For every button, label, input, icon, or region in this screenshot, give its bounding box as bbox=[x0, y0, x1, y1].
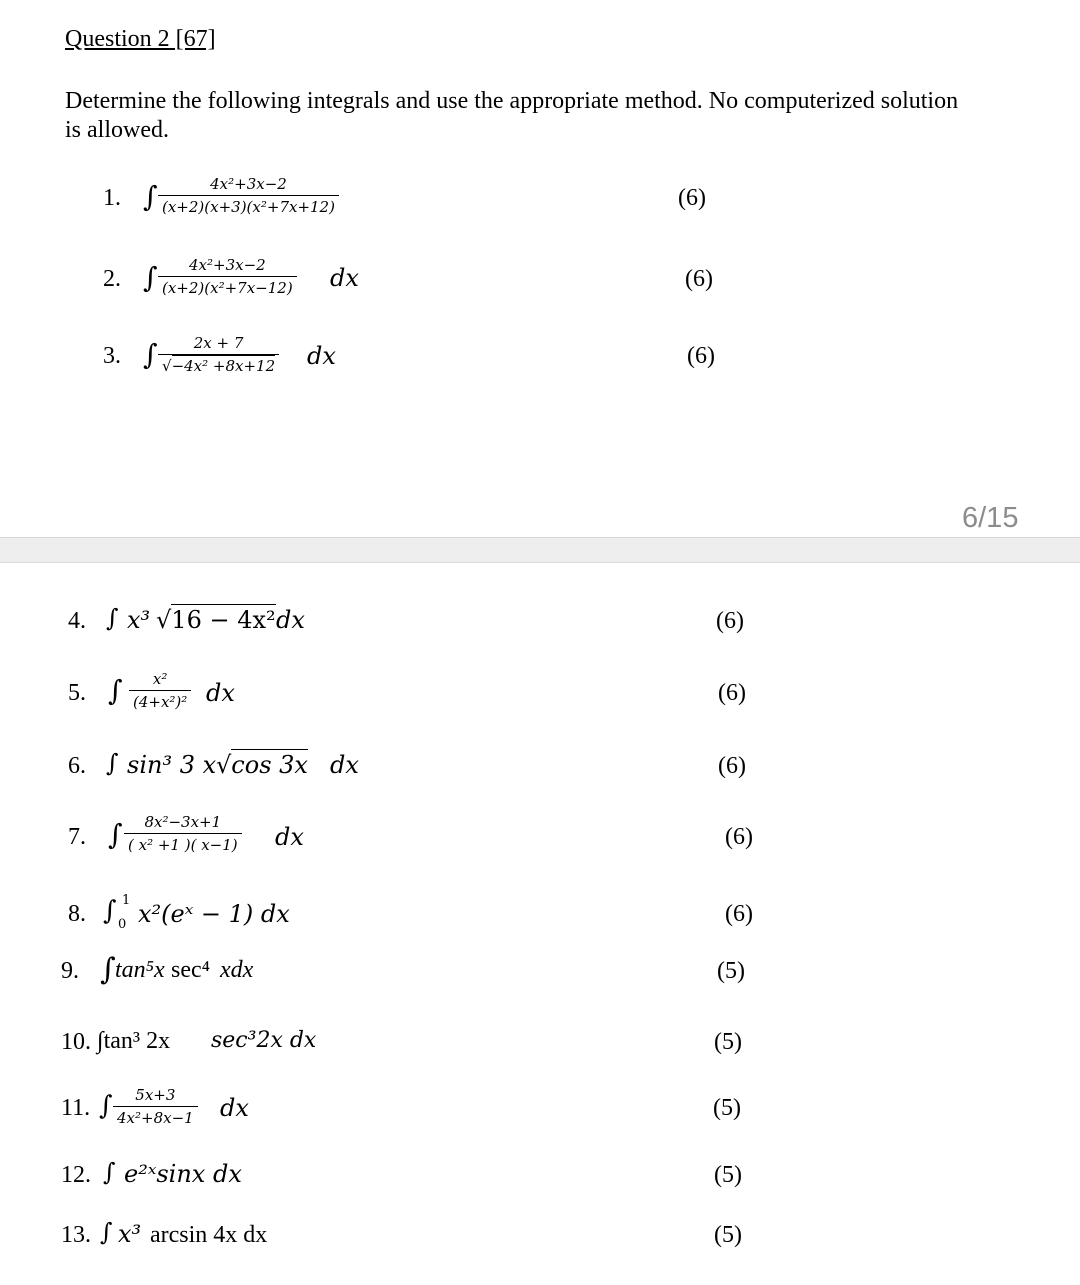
integral-sign: ∫ bbox=[100, 952, 116, 987]
numerator: x² bbox=[152, 670, 168, 688]
item-number: 9. bbox=[61, 958, 79, 984]
integral-sign: ∫ bbox=[100, 1218, 113, 1246]
denominator: 4x²+8x−1 bbox=[113, 1106, 198, 1127]
item-number: 7. bbox=[68, 824, 86, 850]
differential: dx bbox=[307, 342, 336, 370]
fraction bbox=[124, 813, 242, 854]
differential: dx bbox=[276, 606, 305, 634]
integral-sign: ∫ bbox=[103, 896, 117, 926]
numerator: 4x²+3x−2 bbox=[188, 256, 266, 274]
marks: (5) bbox=[714, 1162, 742, 1188]
numerator: 5x+3 bbox=[135, 1086, 176, 1104]
marks: (6) bbox=[678, 185, 706, 211]
integrand-power: x³ bbox=[127, 606, 151, 634]
item-number: 3. bbox=[103, 343, 121, 369]
integral-sign: ∫ bbox=[143, 338, 158, 371]
sqrt-expression bbox=[156, 606, 276, 634]
marks: (6) bbox=[725, 901, 753, 927]
upper-limit: 1 bbox=[122, 893, 131, 908]
radicand: cos 3x bbox=[231, 751, 308, 779]
integrand-arcsin: arcsin 4x dx bbox=[150, 1222, 268, 1248]
sqrt-sign: √ bbox=[216, 751, 232, 779]
instructions-line-2: is allowed. bbox=[65, 117, 169, 143]
fraction bbox=[158, 256, 297, 297]
denominator: (4+x²)² bbox=[129, 690, 191, 711]
denominator: ( x² +1 )( x−1) bbox=[124, 833, 242, 854]
marks: (6) bbox=[685, 266, 713, 292]
sqrt-sign: √ bbox=[162, 357, 172, 375]
integrand-xdx: xdx bbox=[220, 957, 254, 983]
integrand-sec: sec⁴ bbox=[171, 957, 211, 983]
numerator: 8x²−3x+1 bbox=[144, 813, 222, 831]
marks: (6) bbox=[716, 608, 744, 634]
fraction bbox=[129, 670, 191, 711]
fraction bbox=[158, 175, 339, 216]
integral-sign: ∫ bbox=[99, 1091, 113, 1121]
integral-sign: ∫ bbox=[143, 180, 158, 213]
integrand-power: x³ bbox=[118, 1220, 142, 1248]
differential: dx bbox=[275, 823, 304, 851]
item-number: 13. bbox=[61, 1222, 91, 1248]
denominator bbox=[158, 354, 279, 375]
integrand-tan: ∫tan³ 2x bbox=[97, 1028, 171, 1054]
numerator: 4x²+3x−2 bbox=[210, 175, 287, 193]
item-number: 2. bbox=[103, 266, 121, 292]
integral-sign: ∫ bbox=[106, 749, 119, 777]
sqrt-sign: √ bbox=[156, 606, 172, 634]
item-number: 1. bbox=[103, 185, 121, 211]
marks: (6) bbox=[718, 753, 746, 779]
differential: dx bbox=[220, 1094, 249, 1122]
differential: dx bbox=[206, 679, 235, 707]
item-number: 11. bbox=[61, 1095, 91, 1121]
item-number: 5. bbox=[68, 680, 86, 706]
instructions-line-1: Determine the following integrals and use the appropriate method. No computerized solution bbox=[65, 88, 959, 114]
integral-sign: ∫ bbox=[143, 261, 158, 294]
integrand: e²ˣsinx dx bbox=[124, 1160, 242, 1188]
integral-sign: ∫ bbox=[106, 604, 119, 632]
integrand-trig: sin³ 3 x bbox=[127, 751, 217, 779]
fraction bbox=[158, 334, 279, 375]
integrand-tan: tan⁵x bbox=[115, 957, 165, 983]
lower-limit: 0 bbox=[118, 917, 127, 932]
integrand-sec: sec³2x dx bbox=[211, 1028, 317, 1053]
numerator: 2x + 7 bbox=[193, 334, 244, 352]
denominator: (x+2)(x+3)(x²+7x+12) bbox=[158, 195, 339, 216]
integral-sign: ∫ bbox=[103, 1158, 116, 1186]
marks: (5) bbox=[713, 1095, 741, 1121]
differential: dx bbox=[330, 751, 359, 779]
differential: dx bbox=[330, 264, 359, 292]
marks: (6) bbox=[687, 343, 715, 369]
fraction bbox=[113, 1086, 198, 1127]
marks: (6) bbox=[718, 680, 746, 706]
item-number: 8. bbox=[68, 901, 86, 927]
integral-sign: ∫ bbox=[108, 818, 123, 851]
integrand: x²(eˣ − 1) dx bbox=[138, 900, 290, 928]
radicand: −4x² +8x+12 bbox=[171, 357, 276, 375]
radicand: 16 − 4x² bbox=[171, 606, 276, 634]
item-number: 12. bbox=[61, 1162, 91, 1188]
marks: (5) bbox=[714, 1029, 742, 1055]
marks: (6) bbox=[725, 824, 753, 850]
item-number: 10. bbox=[61, 1029, 91, 1055]
marks: (5) bbox=[717, 958, 745, 984]
denominator: (x+2)(x²+7x−12) bbox=[158, 276, 297, 297]
marks: (5) bbox=[714, 1222, 742, 1248]
question-title: Question 2 [67] bbox=[65, 26, 216, 52]
integral-sign: ∫ bbox=[108, 674, 123, 707]
page-indicator: 6/15 bbox=[962, 502, 1019, 534]
sqrt-expression bbox=[216, 751, 308, 779]
page-divider bbox=[0, 537, 1080, 563]
item-number: 6. bbox=[68, 753, 86, 779]
item-number: 4. bbox=[68, 608, 86, 634]
